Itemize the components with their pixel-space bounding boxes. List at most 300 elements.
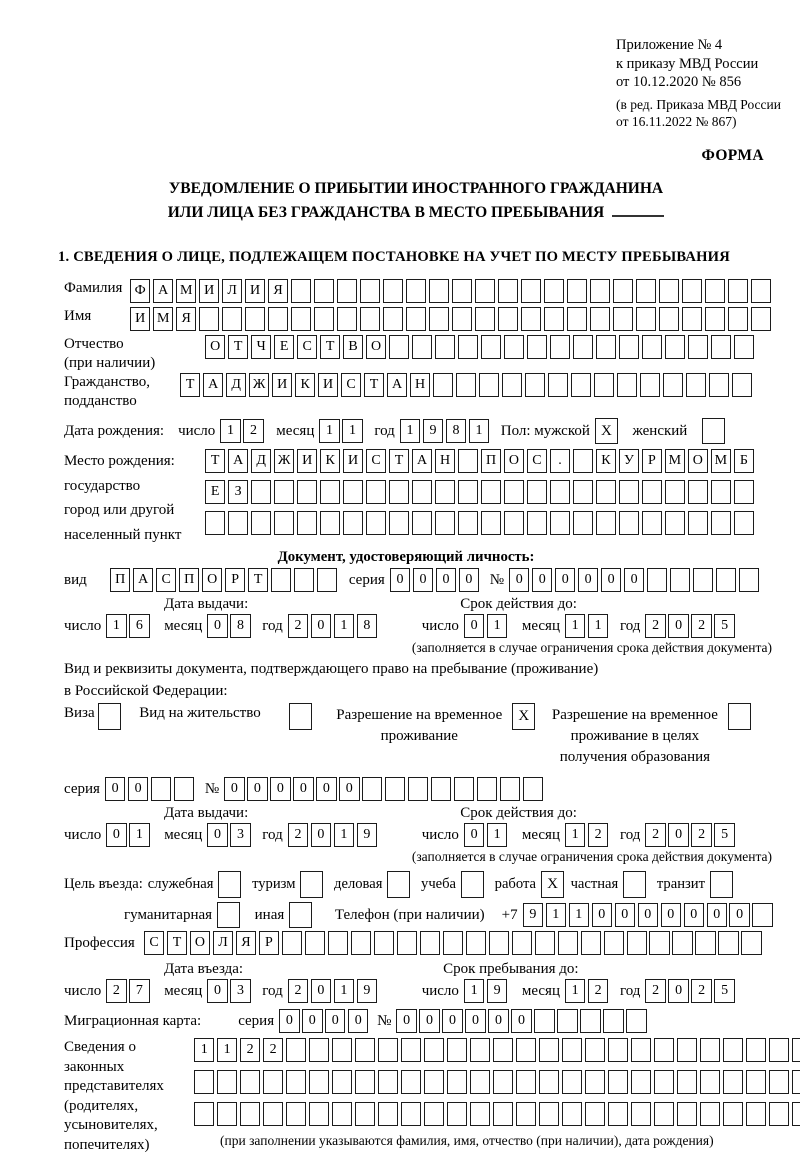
- doc-type-row: [64, 568, 788, 592]
- patronymic-row: [64, 335, 788, 373]
- firstname-cells: [130, 307, 774, 331]
- char-cell: [493, 1102, 513, 1126]
- char-cell: [688, 335, 708, 359]
- char-cell: 1: [487, 823, 507, 847]
- char-cell: [360, 279, 380, 303]
- char-cell: [412, 480, 432, 504]
- char-cell: 0: [270, 777, 290, 801]
- char-cell: [447, 1038, 467, 1062]
- char-cell: 0: [311, 823, 331, 847]
- char-cell: [268, 307, 288, 331]
- char-cell: [516, 1102, 536, 1126]
- char-cell: [734, 335, 754, 359]
- char-cell: Е: [205, 480, 225, 504]
- char-cell: [544, 279, 564, 303]
- char-cell: 0: [615, 903, 635, 927]
- char-cell: П: [481, 449, 501, 473]
- representatives-label-6: попечителях): [64, 1136, 150, 1153]
- phone-prefix: +7: [501, 906, 518, 923]
- day-label: число: [64, 826, 102, 843]
- char-cell: [573, 449, 593, 473]
- option-temp-residence: [336, 705, 538, 747]
- char-cell: [431, 777, 451, 801]
- char-cell: 0: [311, 979, 331, 1003]
- char-cell: [456, 373, 476, 397]
- char-cell: [665, 335, 685, 359]
- char-cell: 0: [413, 568, 433, 592]
- char-cell: 6: [129, 614, 149, 638]
- char-cell: 1: [487, 614, 507, 638]
- doc-issue-day: [106, 614, 152, 638]
- char-cell: 0: [488, 1009, 508, 1033]
- char-cell: [447, 1102, 467, 1126]
- char-cell: 1: [106, 614, 126, 638]
- char-cell: С: [297, 335, 317, 359]
- visa-checkbox: [98, 703, 124, 730]
- char-cell: [516, 1038, 536, 1062]
- char-cell: А: [228, 449, 248, 473]
- residence-options-row: [64, 705, 788, 768]
- char-cell: Т: [180, 373, 200, 397]
- char-cell: В: [343, 335, 363, 359]
- char-cell: [360, 307, 380, 331]
- char-cell: [705, 307, 725, 331]
- char-cell: [723, 1102, 743, 1126]
- char-cell: С: [366, 449, 386, 473]
- char-cell: И: [297, 449, 317, 473]
- char-cell: [217, 902, 240, 929]
- char-cell: [617, 373, 637, 397]
- char-cell: [374, 931, 394, 955]
- char-cell: [355, 1102, 375, 1126]
- char-cell: 0: [105, 777, 125, 801]
- char-cell: [337, 279, 357, 303]
- char-cell: [608, 1038, 628, 1062]
- profession-label: Профессия: [64, 934, 135, 951]
- amendment-line: (в ред. Приказа МВД России: [616, 96, 781, 112]
- char-cell: [429, 279, 449, 303]
- entry-dates-header: [64, 961, 788, 978]
- char-cell: 1: [334, 823, 354, 847]
- purpose-study-label: учеба: [421, 876, 457, 893]
- residence-expiry-month: [565, 823, 611, 847]
- char-cell: 0: [707, 903, 727, 927]
- char-cell: 2: [588, 823, 608, 847]
- char-cell: 0: [247, 777, 267, 801]
- char-cell: [535, 931, 555, 955]
- issue-date-label: Дата выдачи:: [164, 596, 249, 613]
- char-cell: [677, 1070, 697, 1094]
- expiry-date-label: Срок действия до:: [460, 805, 577, 822]
- char-cell: [642, 480, 662, 504]
- entry-date-label: Дата въезда:: [164, 961, 244, 978]
- char-cell: [573, 511, 593, 535]
- char-cell: [461, 871, 484, 898]
- char-cell: [366, 480, 386, 504]
- char-cell: И: [343, 449, 363, 473]
- char-cell: 0: [302, 1009, 322, 1033]
- birth-year-cells: [400, 419, 492, 443]
- expiry-date-label: Срок действия до:: [460, 596, 577, 613]
- entry-year: [288, 979, 380, 1003]
- birthdate-row: [64, 418, 788, 445]
- char-cell: [695, 931, 715, 955]
- sex-male-checkbox: [595, 418, 621, 445]
- char-cell: М: [665, 449, 685, 473]
- char-cell: О: [688, 449, 708, 473]
- char-cell: К: [320, 449, 340, 473]
- entry-month: [207, 979, 253, 1003]
- char-cell: И: [130, 307, 150, 331]
- char-cell: 2: [645, 979, 665, 1003]
- purpose-official-label: служебная: [147, 876, 214, 893]
- month-label: месяц: [521, 826, 560, 843]
- char-cell: [523, 777, 543, 801]
- expiry-note: (заполняется в случае ограничения срока действия документа): [411, 849, 772, 865]
- residence-number-label: №: [204, 780, 220, 797]
- char-cell: [596, 480, 616, 504]
- char-cell: [489, 931, 509, 955]
- purpose-tourism-checkbox: [300, 871, 326, 898]
- char-cell: [228, 511, 248, 535]
- day-label: число: [421, 617, 459, 634]
- char-cell: [470, 1102, 490, 1126]
- char-cell: [500, 777, 520, 801]
- temp-residence-edu-checkbox: [728, 703, 754, 730]
- representatives-cells-3: [194, 1102, 800, 1126]
- char-cell: [665, 480, 685, 504]
- char-cell: [362, 777, 382, 801]
- char-cell: [752, 903, 772, 927]
- char-cell: Б: [734, 449, 754, 473]
- char-cell: 9: [423, 419, 443, 443]
- representatives-label-3: представителях: [64, 1078, 164, 1095]
- char-cell: [343, 511, 363, 535]
- doc-number-label: №: [489, 571, 505, 588]
- char-cell: [282, 931, 302, 955]
- char-cell: 5: [714, 823, 734, 847]
- char-cell: [647, 568, 667, 592]
- char-cell: [654, 1102, 674, 1126]
- char-cell: [328, 931, 348, 955]
- char-cell: [741, 931, 761, 955]
- purpose-other-label: иная: [254, 906, 285, 923]
- residence-dates-header: [64, 805, 788, 822]
- purpose-humanitarian-checkbox: [217, 902, 243, 929]
- char-cell: [539, 1102, 559, 1126]
- migration-number-label: №: [377, 1012, 392, 1029]
- char-cell: [512, 931, 532, 955]
- representatives-note: (при заполнении указываются фамилия, имя, отчество (при наличии), дата рождения): [220, 1133, 714, 1149]
- char-cell: [557, 1009, 577, 1033]
- migration-series-label: серия: [238, 1012, 275, 1029]
- char-cell: [320, 480, 340, 504]
- char-cell: .: [550, 449, 570, 473]
- char-cell: [739, 568, 759, 592]
- char-cell: И: [245, 279, 265, 303]
- char-cell: Я: [236, 931, 256, 955]
- char-cell: 2: [645, 614, 665, 638]
- char-cell: 0: [390, 568, 410, 592]
- year-label: год: [619, 982, 641, 999]
- char-cell: Т: [248, 568, 268, 592]
- char-cell: С: [341, 373, 361, 397]
- residence-permit-checkbox: [289, 703, 315, 730]
- char-cell: [539, 1038, 559, 1062]
- temp-residence-label-1: Разрешение на временное: [336, 707, 503, 724]
- surname-cells: [130, 279, 774, 303]
- doc-dates-row: [64, 614, 788, 638]
- char-cell: [573, 335, 593, 359]
- char-cell: [700, 1102, 720, 1126]
- char-cell: [728, 279, 748, 303]
- representatives-block: [64, 1038, 788, 1155]
- char-cell: [710, 871, 733, 898]
- char-cell: 0: [729, 903, 749, 927]
- char-cell: 1: [217, 1038, 237, 1062]
- char-cell: [240, 1102, 260, 1126]
- char-cell: 9: [357, 979, 377, 1003]
- char-cell: [702, 418, 725, 445]
- char-cell: [502, 373, 522, 397]
- char-cell: Т: [205, 449, 225, 473]
- temp-residence-edu-label-3: получения образования: [559, 749, 711, 766]
- char-cell: Т: [167, 931, 187, 955]
- char-cell: [452, 279, 472, 303]
- char-cell: [408, 777, 428, 801]
- visa-label: Виза: [64, 705, 95, 722]
- char-cell: [623, 871, 646, 898]
- char-cell: [550, 480, 570, 504]
- char-cell: С: [144, 931, 164, 955]
- section1-heading: 1. СВЕДЕНИЯ О ЛИЦЕ, ПОДЛЕЖАЩЕМ ПОСТАНОВКЕ НА УЧЕТ ПО МЕСТУ ПРЕБЫВАНИЯ: [58, 248, 730, 265]
- migration-card-row: [64, 1009, 788, 1033]
- char-cell: [355, 1038, 375, 1062]
- day-label: число: [64, 617, 102, 634]
- char-cell: [498, 307, 518, 331]
- char-cell: [550, 335, 570, 359]
- char-cell: X: [541, 871, 564, 898]
- char-cell: Ж: [274, 449, 294, 473]
- char-cell: [98, 703, 121, 730]
- char-cell: 0: [207, 823, 227, 847]
- char-cell: [728, 703, 751, 730]
- char-cell: [291, 279, 311, 303]
- residence-permit-label: Вид на жительство: [139, 705, 261, 722]
- char-cell: [504, 480, 524, 504]
- char-cell: 0: [511, 1009, 531, 1033]
- patronymic-label: Отчество: [64, 335, 124, 352]
- char-cell: [479, 373, 499, 397]
- purpose-private-label: частная: [570, 876, 619, 893]
- representatives-label-2: законных: [64, 1058, 125, 1075]
- char-cell: 1: [342, 419, 362, 443]
- doc-expiry-month: [565, 614, 611, 638]
- char-cell: [481, 335, 501, 359]
- char-cell: [631, 1070, 651, 1094]
- char-cell: О: [366, 335, 386, 359]
- char-cell: [263, 1102, 283, 1126]
- char-cell: 0: [442, 1009, 462, 1033]
- char-cell: Н: [435, 449, 455, 473]
- char-cell: П: [110, 568, 130, 592]
- char-cell: 0: [464, 614, 484, 638]
- birthdate-label: Дата рождения:: [64, 422, 165, 439]
- char-cell: А: [203, 373, 223, 397]
- char-cell: [642, 511, 662, 535]
- char-cell: [544, 307, 564, 331]
- char-cell: [435, 480, 455, 504]
- char-cell: 0: [207, 614, 227, 638]
- char-cell: [291, 307, 311, 331]
- char-cell: [205, 511, 225, 535]
- char-cell: 1: [334, 614, 354, 638]
- char-cell: [567, 307, 587, 331]
- char-cell: [504, 511, 524, 535]
- profession-row: [64, 931, 788, 955]
- char-cell: [366, 511, 386, 535]
- representatives-label-4: (родителях,: [64, 1097, 139, 1114]
- migration-card-label: Миграционная карта:: [64, 1012, 202, 1029]
- char-cell: [734, 480, 754, 504]
- char-cell: [458, 449, 478, 473]
- char-cell: [585, 1102, 605, 1126]
- char-cell: [527, 480, 547, 504]
- char-cell: 1: [319, 419, 339, 443]
- char-cell: [263, 1070, 283, 1094]
- char-cell: [677, 1038, 697, 1062]
- birthplace-label-state: государство: [64, 477, 141, 494]
- char-cell: [199, 307, 219, 331]
- char-cell: 0: [348, 1009, 368, 1033]
- char-cell: М: [711, 449, 731, 473]
- char-cell: [527, 335, 547, 359]
- char-cell: О: [190, 931, 210, 955]
- doc-issue-month: [207, 614, 253, 638]
- char-cell: [383, 279, 403, 303]
- char-cell: И: [272, 373, 292, 397]
- char-cell: 1: [565, 823, 585, 847]
- char-cell: 0: [316, 777, 336, 801]
- char-cell: [654, 1038, 674, 1062]
- char-cell: [654, 1070, 674, 1094]
- char-cell: [590, 307, 610, 331]
- entry-day: [106, 979, 152, 1003]
- residence-dates-row: [64, 823, 788, 847]
- char-cell: [688, 511, 708, 535]
- residence-series-cells: [105, 777, 197, 801]
- char-cell: 0: [339, 777, 359, 801]
- char-cell: [458, 335, 478, 359]
- title-line-1: УВЕДОМЛЕНИЕ О ПРИБЫТИИ ИНОСТРАННОГО ГРАЖДАНИНА: [168, 179, 664, 197]
- char-cell: С: [527, 449, 547, 473]
- char-cell: [521, 307, 541, 331]
- char-cell: [245, 307, 265, 331]
- birth-day-cells: [220, 419, 266, 443]
- doc-series-cells: [390, 568, 482, 592]
- char-cell: 1: [546, 903, 566, 927]
- year-label: год: [374, 422, 395, 439]
- stay-month: [565, 979, 611, 1003]
- char-cell: [217, 1070, 237, 1094]
- char-cell: [663, 373, 683, 397]
- char-cell: [320, 511, 340, 535]
- char-cell: [435, 335, 455, 359]
- char-cell: [297, 511, 317, 535]
- char-cell: [711, 335, 731, 359]
- char-cell: [385, 777, 405, 801]
- char-cell: 1: [569, 903, 589, 927]
- char-cell: [504, 335, 524, 359]
- char-cell: 1: [194, 1038, 214, 1062]
- char-cell: [594, 373, 614, 397]
- char-cell: [470, 1070, 490, 1094]
- representatives-label-1: Сведения о: [64, 1039, 136, 1056]
- char-cell: [626, 1009, 646, 1033]
- doc-expiry-day: [464, 614, 510, 638]
- char-cell: 2: [288, 823, 308, 847]
- document-title: [44, 177, 788, 225]
- char-cell: [640, 373, 660, 397]
- char-cell: Д: [226, 373, 246, 397]
- char-cell: [700, 1038, 720, 1062]
- year-label: год: [619, 826, 641, 843]
- char-cell: [631, 1102, 651, 1126]
- char-cell: [516, 1070, 536, 1094]
- char-cell: 2: [263, 1038, 283, 1062]
- patronymic-label-note: (при наличии): [64, 354, 156, 371]
- char-cell: [314, 279, 334, 303]
- identity-doc-heading: Документ, удостоверяющий личность:: [277, 549, 535, 566]
- doc-type-label: вид: [64, 571, 87, 588]
- char-cell: [424, 1038, 444, 1062]
- representatives-cells-1: [194, 1038, 800, 1062]
- char-cell: А: [133, 568, 153, 592]
- char-cell: [387, 871, 410, 898]
- char-cell: 9: [523, 903, 543, 927]
- purpose-work-label: работа: [494, 876, 536, 893]
- char-cell: [567, 279, 587, 303]
- char-cell: [636, 307, 656, 331]
- month-label: месяц: [521, 617, 560, 634]
- char-cell: [711, 511, 731, 535]
- char-cell: [571, 373, 591, 397]
- char-cell: [613, 307, 633, 331]
- annex-line: Приложение № 4: [616, 37, 723, 53]
- purpose-humanitarian-label: гуманитарная: [124, 906, 213, 923]
- char-cell: [596, 335, 616, 359]
- char-cell: 0: [661, 903, 681, 927]
- char-cell: [525, 373, 545, 397]
- char-cell: [286, 1038, 306, 1062]
- char-cell: [734, 511, 754, 535]
- citizenship-label: Гражданство,: [64, 373, 151, 390]
- char-cell: [274, 511, 294, 535]
- char-cell: 1: [588, 614, 608, 638]
- char-cell: 8: [357, 614, 377, 638]
- char-cell: [746, 1038, 766, 1062]
- char-cell: 0: [279, 1009, 299, 1033]
- purpose-business-label: деловая: [334, 876, 383, 893]
- char-cell: [294, 568, 314, 592]
- char-cell: У: [619, 449, 639, 473]
- char-cell: [309, 1038, 329, 1062]
- char-cell: А: [153, 279, 173, 303]
- char-cell: [217, 1102, 237, 1126]
- char-cell: [317, 568, 337, 592]
- char-cell: [194, 1102, 214, 1126]
- char-cell: [401, 1102, 421, 1126]
